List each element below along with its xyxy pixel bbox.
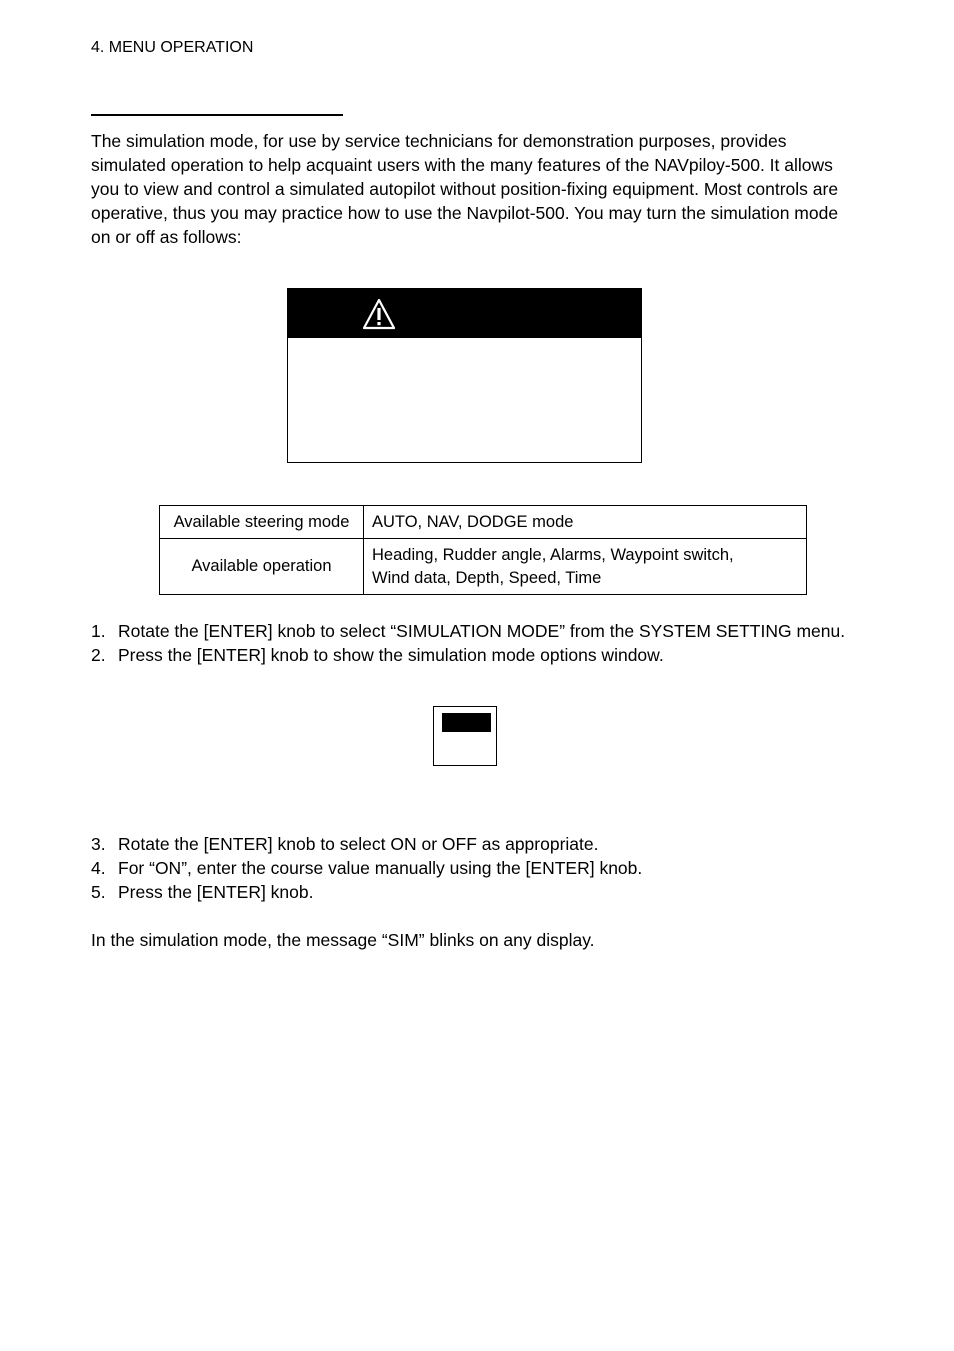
step-number: 2. (91, 645, 106, 665)
step-text: Rotate the [ENTER] knob to select “SIMULATION MODE” from the SYSTEM SETTING menu. (118, 621, 846, 641)
caution-header-bar (288, 289, 641, 338)
closing-note: In the simulation mode, the message “SIM” blinks on any display. (91, 930, 595, 950)
table-cell-label: Available operation (160, 539, 364, 595)
table-cell-value-line: Heading, Rudder angle, Alarms, Waypoint switch, (372, 545, 734, 564)
table-cell-value (364, 506, 807, 539)
step-number: 5. (91, 882, 106, 902)
step-number: 4. (91, 858, 106, 878)
caution-box (287, 288, 642, 463)
list-item (91, 880, 851, 904)
simulation-options-window (433, 706, 497, 766)
warning-triangle-icon (362, 298, 396, 330)
procedure-steps-1-2 (91, 619, 851, 667)
list-item (91, 856, 851, 880)
step-text: Rotate the [ENTER] knob to select ON or OFF as appropriate. (118, 834, 599, 854)
simulation-features-table (159, 505, 807, 595)
table-cell-value (364, 539, 807, 595)
section-title-rule (91, 114, 343, 116)
selected-option-highlight (442, 713, 491, 732)
table-row (160, 506, 807, 539)
intro-paragraph: The simulation mode, for use by service technicians for demonstration purposes, provides simulated operation to help acquaint users with the many features of the NAVpiloy-500. It allows you to view and control a simulated autopilot without position-fixing equipment. Most controls are operative, thus you may practice how to use the Navpilot-500. You may turn the simulation mode on or off as follows: (91, 131, 839, 247)
list-item (91, 643, 851, 667)
list-item (91, 619, 851, 643)
step-text: Press the [ENTER] knob. (118, 882, 314, 902)
step-number: 1. (91, 621, 106, 641)
step-text: Press the [ENTER] knob to show the simulation mode options window. (118, 645, 664, 665)
table-cell-label: Available steering mode (160, 506, 364, 539)
table-row (160, 539, 807, 595)
running-header: 4. MENU OPERATION (91, 39, 254, 56)
table-cell-value-line: AUTO, NAV, DODGE mode (372, 512, 574, 531)
list-item (91, 832, 851, 856)
step-text: For “ON”, enter the course value manually using the [ENTER] knob. (118, 858, 643, 878)
step-number: 3. (91, 834, 106, 854)
procedure-steps-3-5 (91, 832, 851, 904)
table-cell-value-line: Wind data, Depth, Speed, Time (372, 568, 602, 587)
